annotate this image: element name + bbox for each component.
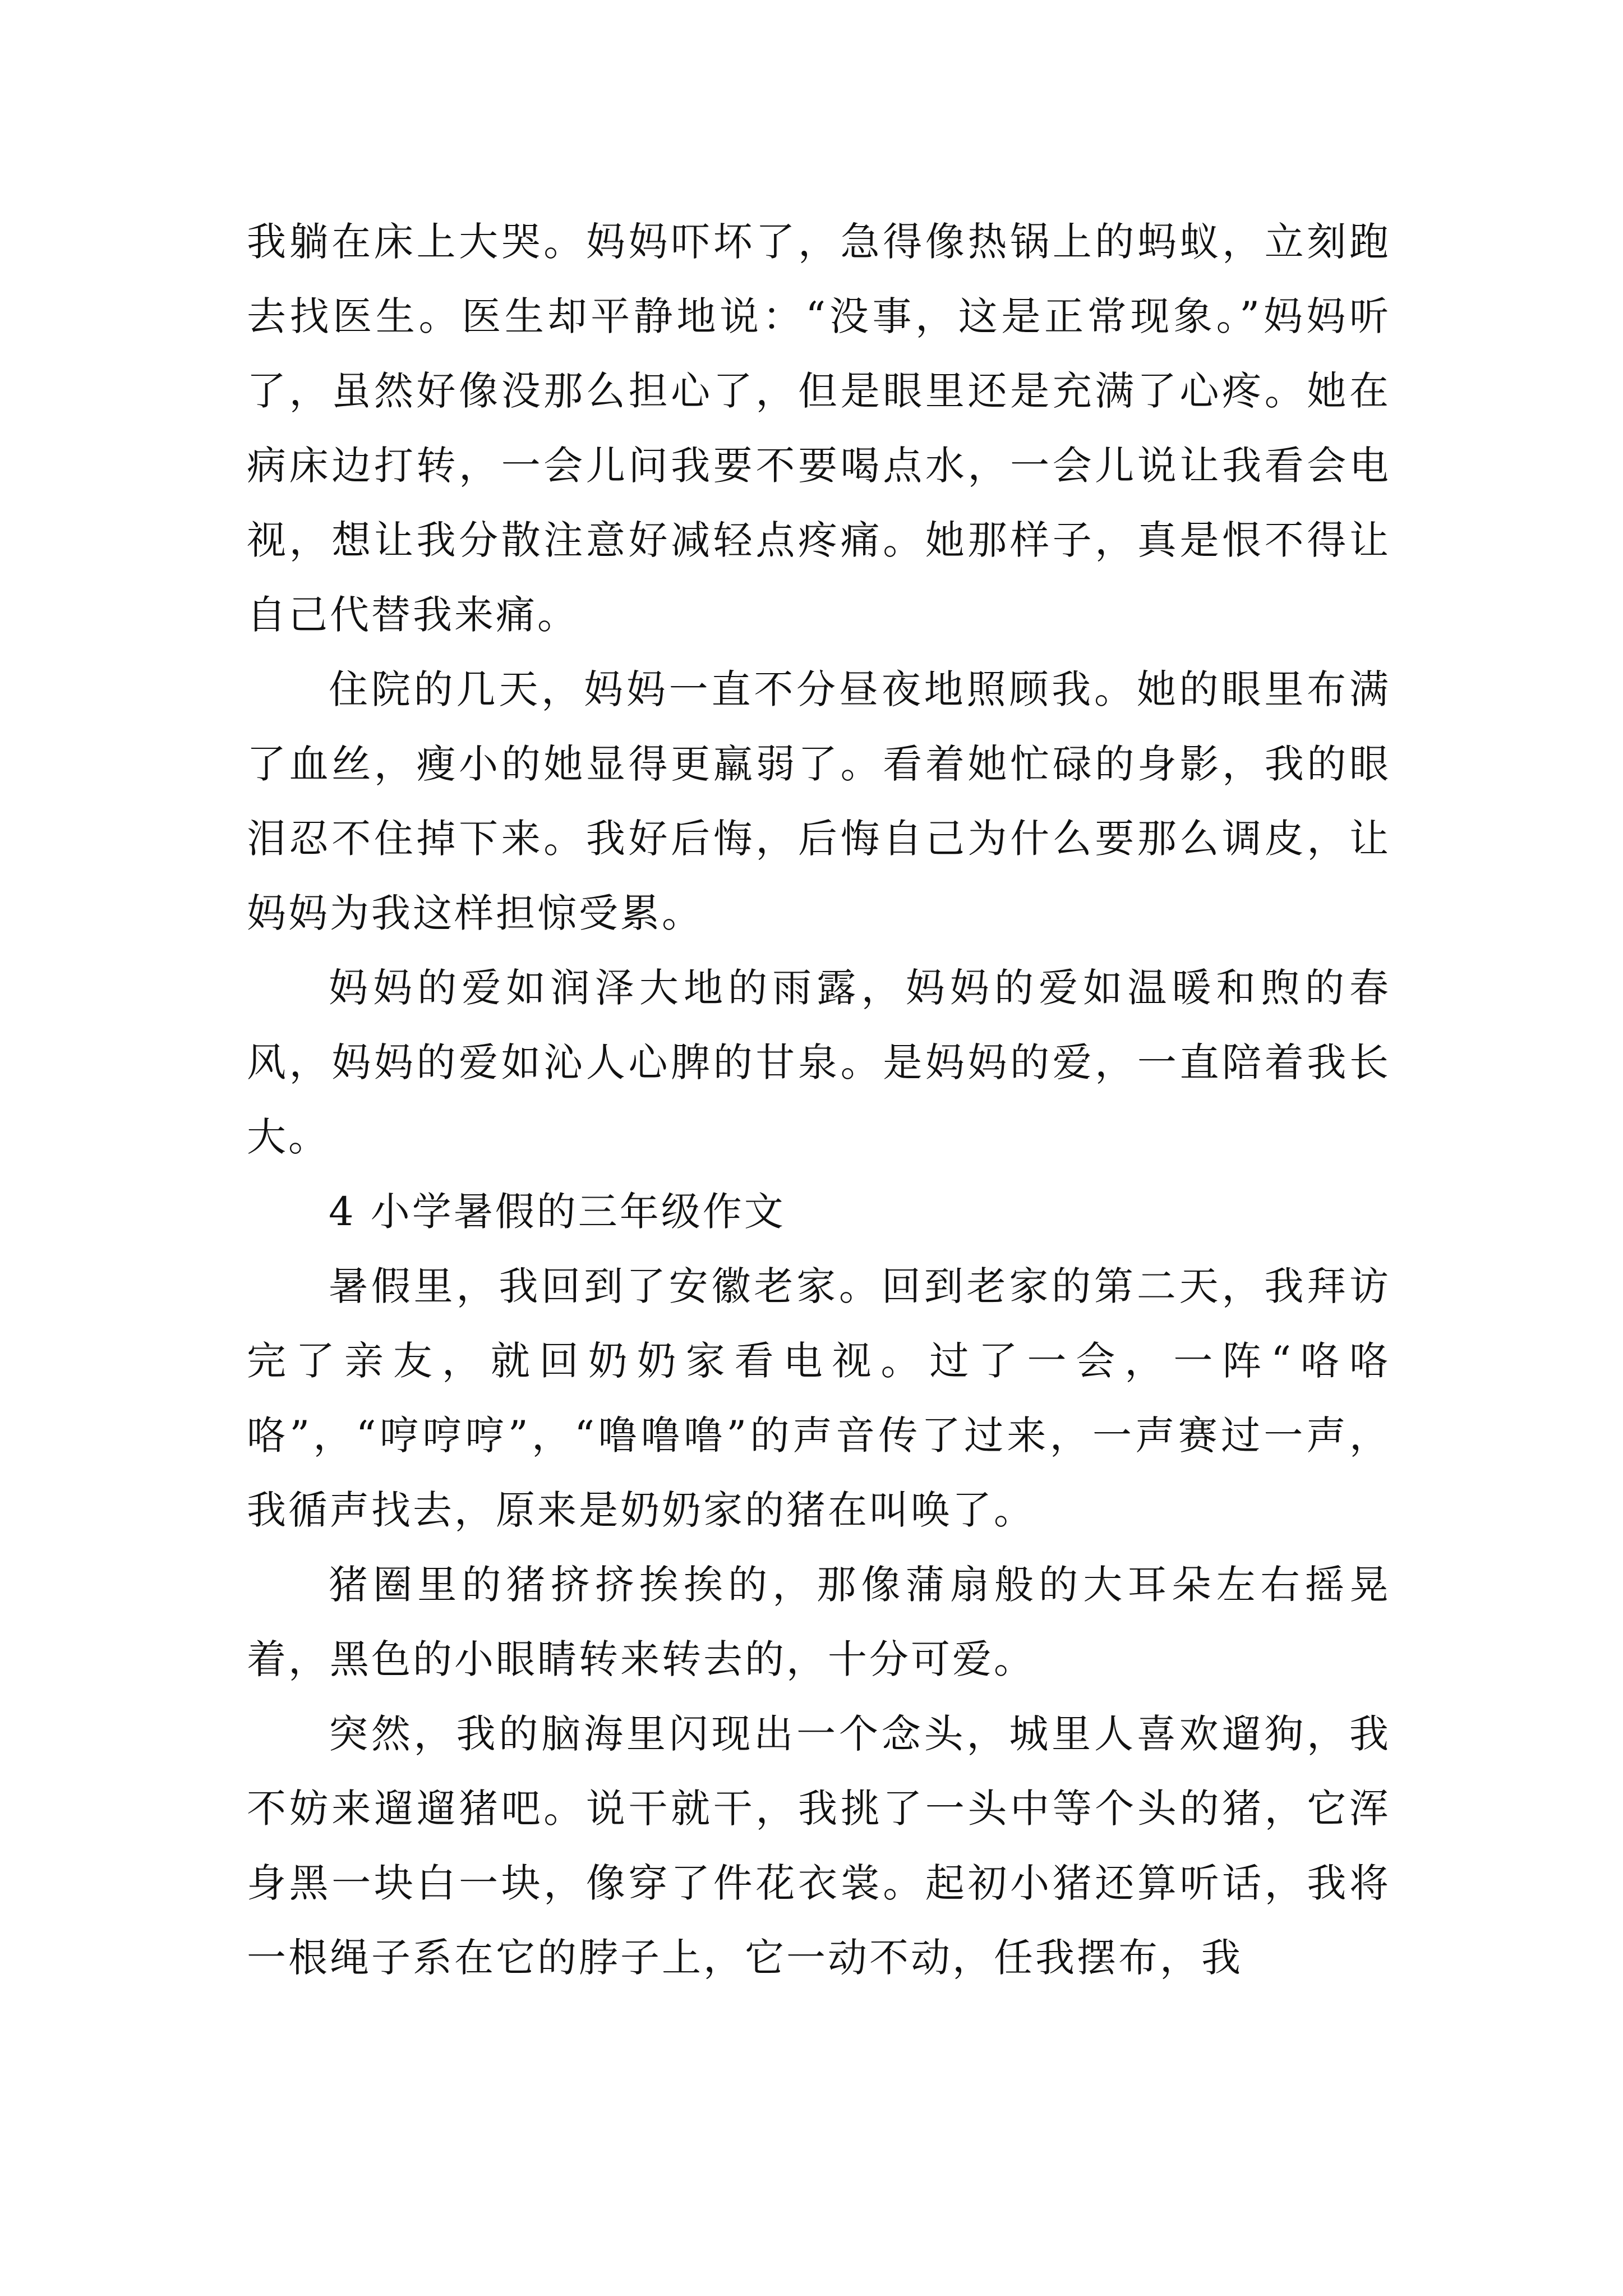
paragraph-mothers-love: 妈妈的爱如润泽大地的雨露，妈妈的爱如温暖和煦的春风，妈妈的爱如沁人心脾的甘泉。是妈妈的爱，一直陪着我长大。 bbox=[247, 965, 1391, 1160]
paragraph-hospital-crying: 我躺在床上大哭。妈妈吓坏了，急得像热锅上的蚂蚁，立刻跑去找医生。医生却平静地说：“没事，这是正常现象。”妈妈听了，虽然好像没那么担心了，但是眼里还是充满了心疼。她在病床边打转，一会儿问我要不要喝点水，一会儿说让我看会电视，想让我分散注意好减轻点疼痛。她那样子，真是恨不得让自己代替我来痛。 bbox=[247, 219, 1391, 638]
document-body bbox=[247, 205, 1391, 1995]
section-heading: 4 小学暑假的三年级作文 bbox=[329, 1189, 786, 1235]
paragraph-summer-hometown: 暑假里，我回到了安徽老家。回到老家的第二天，我拜访完了亲友，就回奶奶家看电视。过了一会，一阵“咯咯咯”，“哼哼哼”，“噜噜噜”的声音传了过来，一声赛过一声，我循声找去，原来是奶奶家的猪在叫唤了。 bbox=[247, 1263, 1391, 1533]
paragraph-walking-pig: 突然，我的脑海里闪现出一个念头，城里人喜欢遛狗，我不妨来遛遛猪吧。说干就干，我挑了一头中等个头的猪，它浑身黑一块白一块，像穿了件花衣裳。起初小猪还算听话，我将一根绳子系在它的脖子上，它一动不动，任我摆布，我 bbox=[247, 1711, 1391, 1981]
paragraph-hospital-days: 住院的几天，妈妈一直不分昼夜地照顾我。她的眼里布满了血丝，瘦小的她显得更羸弱了。看着她忙碌的身影，我的眼泪忍不住掉下来。我好后悔，后悔自己为什么要那么调皮，让妈妈为我这样担惊受累。 bbox=[247, 666, 1391, 936]
paragraph-pigsty: 猪圈里的猪挤挤挨挨的，那像蒲扇般的大耳朵左右摇晃着，黑色的小眼睛转来转去的，十分可爱。 bbox=[247, 1562, 1391, 1682]
